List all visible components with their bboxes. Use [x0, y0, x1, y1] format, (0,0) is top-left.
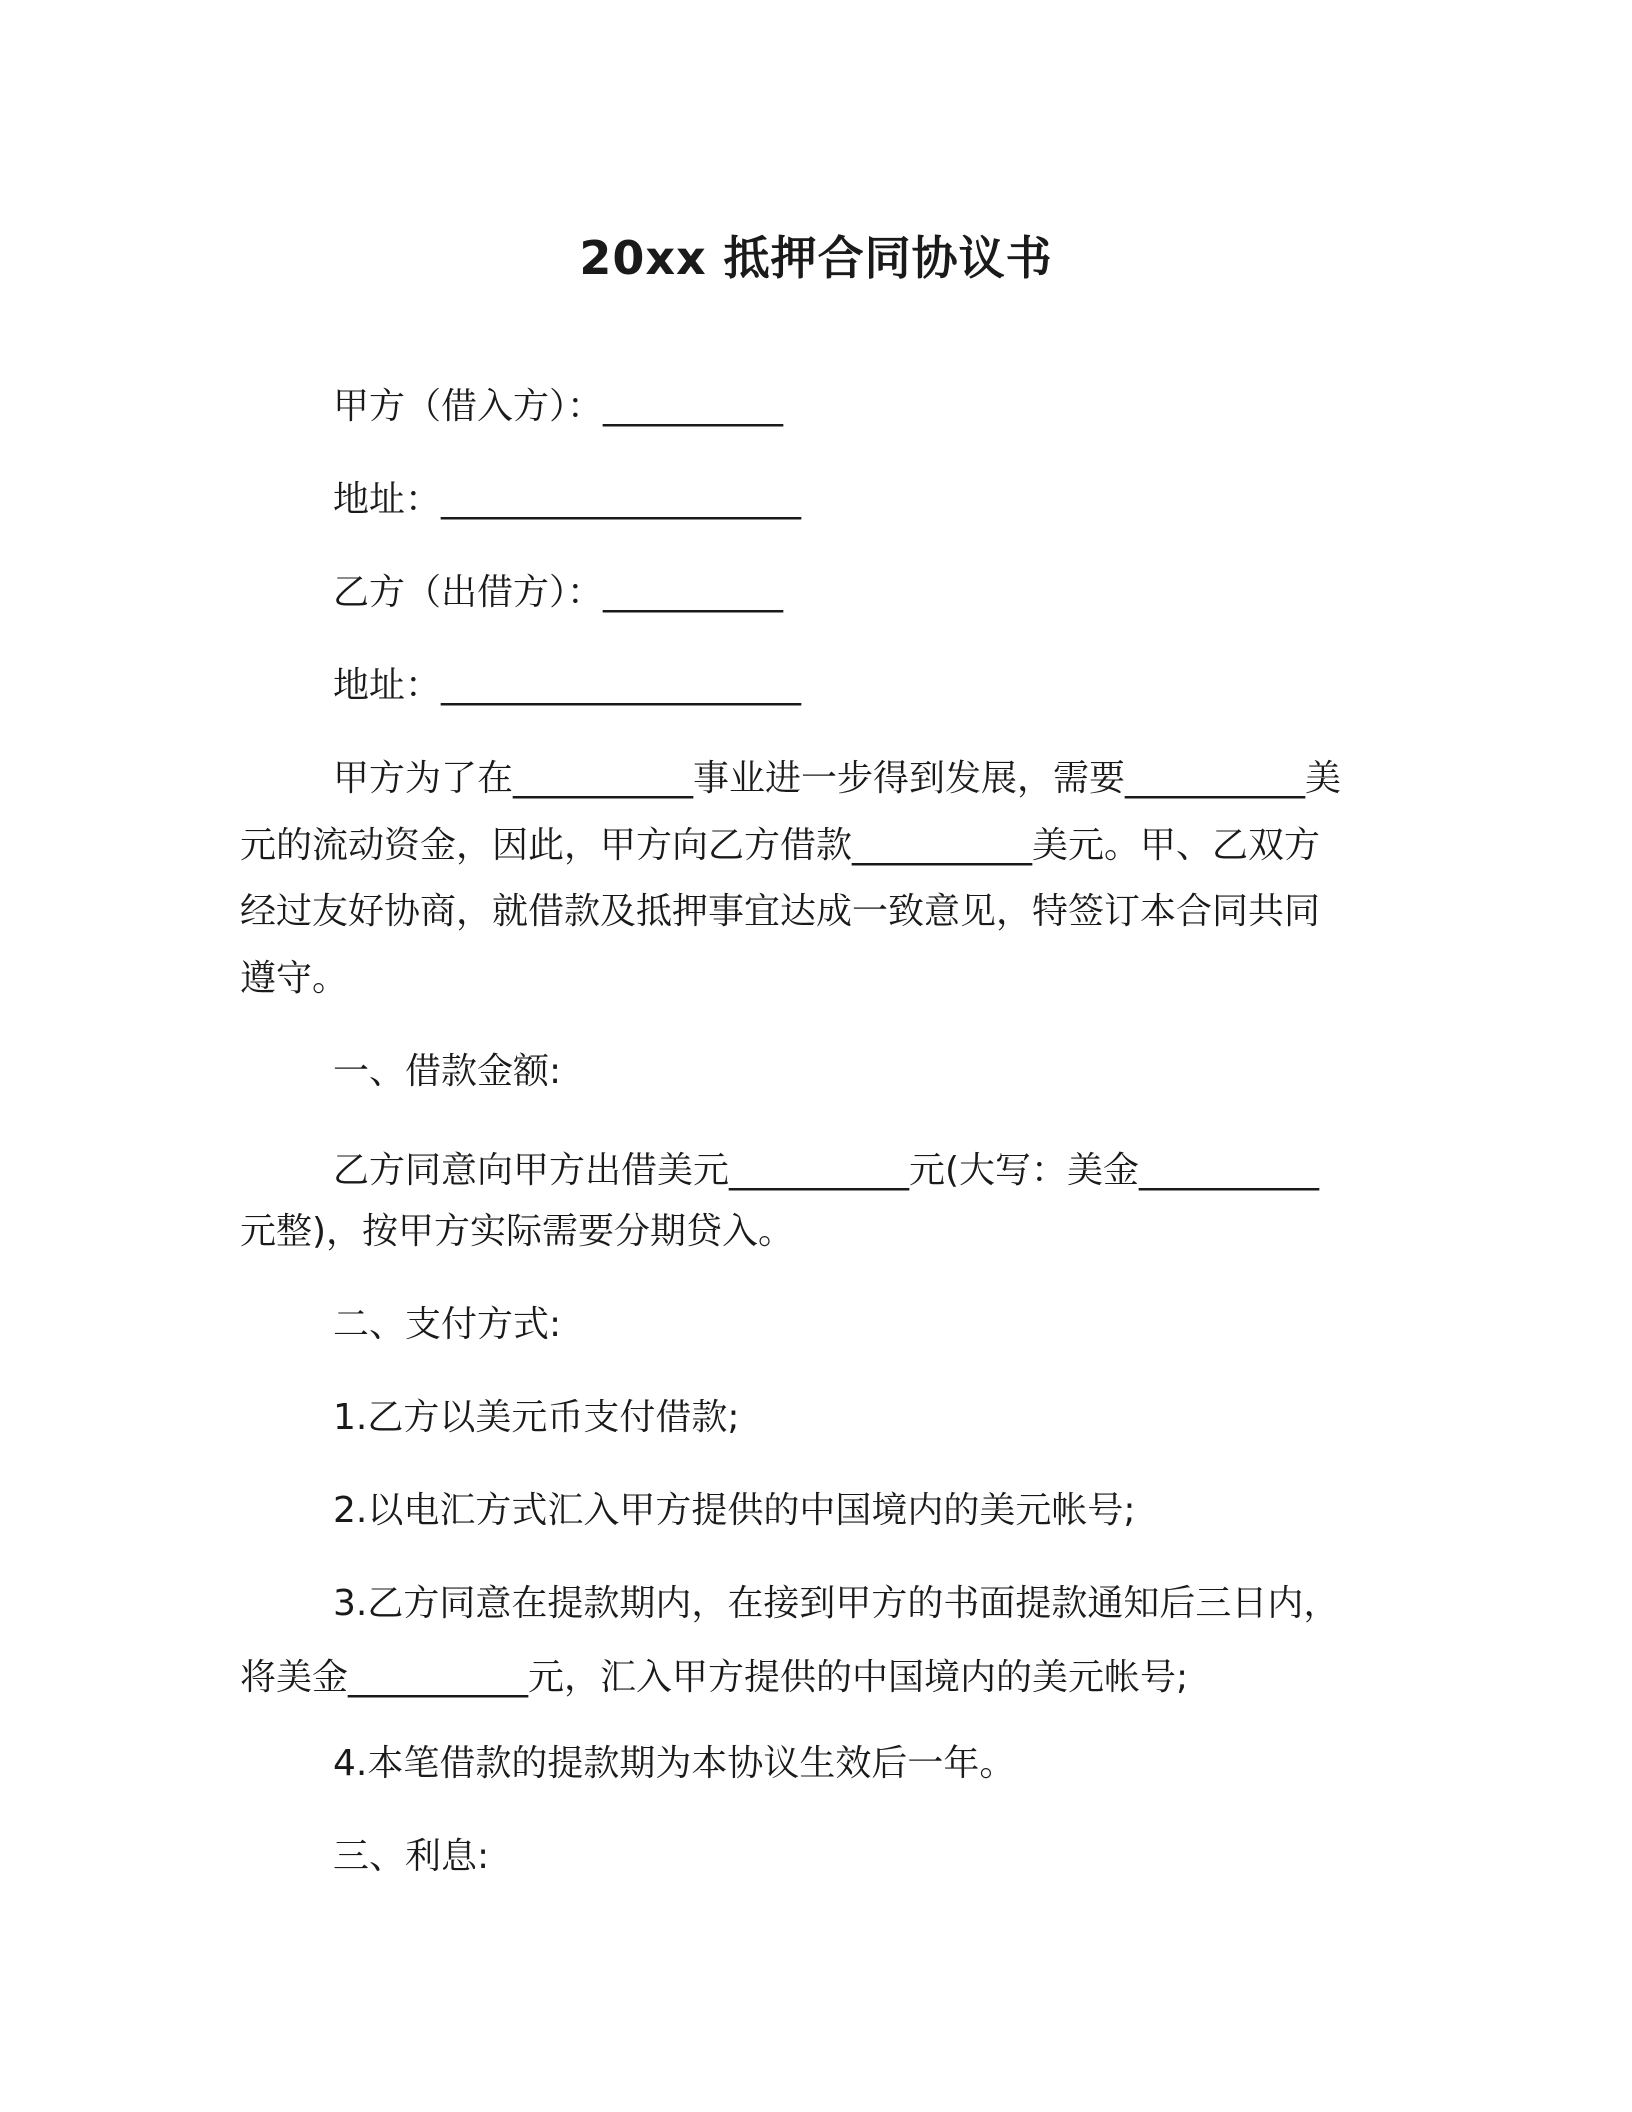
section-1-line-2: 元整)，按甲方实际需要分期贷入。 [240, 1211, 795, 1252]
party-b-address: 地址：____________________ [333, 665, 802, 706]
section-1-heading: 一、借款金额: [333, 1051, 562, 1092]
party-a-line: 甲方（借入方）：__________ [333, 386, 784, 427]
party-a-address: 地址：____________________ [333, 479, 802, 520]
document-title: 20xx 抵押合同协议书 [579, 231, 1053, 285]
preamble-line-1: 甲方为了在__________事业进一步得到发展，需要__________美 [333, 758, 1342, 799]
section-2-item-2: 2.以电汇方式汇入甲方提供的中国境内的美元帐号; [333, 1490, 1136, 1531]
section-1-line-1: 乙方同意向甲方出借美元__________元(大写：美金__________ [333, 1150, 1320, 1191]
section-2-item-1: 1.乙方以美元币支付借款; [333, 1397, 740, 1438]
section-2-item-3-cont: 将美金__________元，汇入甲方提供的中国境内的美元帐号; [240, 1657, 1189, 1698]
section-2-heading: 二、支付方式: [333, 1304, 562, 1345]
section-3-heading: 三、利息: [333, 1836, 490, 1877]
section-2-item-3: 3.乙方同意在提款期内，在接到甲方的书面提款通知后三日内， [333, 1583, 1340, 1624]
preamble-line-2: 元的流动资金，因此，甲方向乙方借款__________美元。甲、乙双方 [240, 825, 1321, 866]
section-2-item-4: 4.本笔借款的提款期为本协议生效后一年。 [333, 1743, 1016, 1784]
preamble-line-4: 遵守。 [240, 958, 349, 999]
preamble-line-3: 经过友好协商，就借款及抵押事宜达成一致意见，特签订本合同共同 [240, 891, 1321, 932]
party-b-line: 乙方（出借方）：__________ [333, 572, 784, 613]
